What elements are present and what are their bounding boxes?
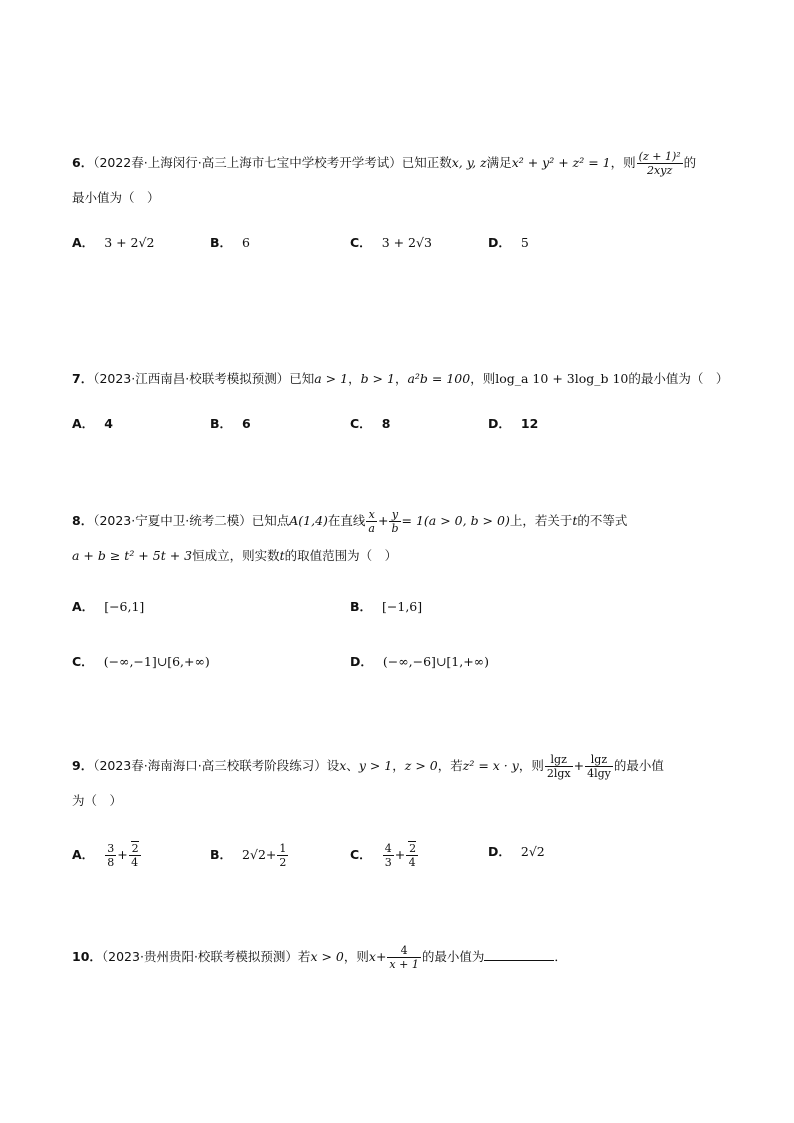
stem-text: 已知正数	[401, 155, 452, 170]
question-source: （2023·江西南昌·校联考模拟预测）	[93, 371, 290, 386]
stem-text: 设	[326, 758, 340, 773]
option-b[interactable]: B． 6	[210, 235, 250, 250]
question-8-stem: 8．（2023·宁夏中卫·统考二模）已知点A(1,4)在直线 $\frac{x}{a}$ + $\frac{y}{b}$ = 1(a > 0, b > 0)上，若关于t的不等式	[72, 508, 628, 535]
option-c[interactable]: C． 3 + 2√3	[350, 235, 432, 250]
stem-text: ，则	[610, 155, 636, 170]
math-condition: a²b = 100	[407, 371, 471, 386]
question-source: （2023春·海南海口·高三校联考阶段练习）	[93, 758, 327, 773]
math-condition: = 1(a > 0, b > 0)	[401, 513, 510, 528]
math-var: x	[339, 758, 347, 773]
stem-text: ，若	[437, 758, 463, 773]
math-condition: z² = x · y	[462, 758, 519, 773]
stem-text: 上，若关于	[509, 513, 573, 528]
option-c[interactable]: C． (−∞,−1]∪[6,+∞)	[72, 654, 210, 669]
math-var: t	[279, 548, 285, 563]
math-condition: x > 0	[310, 949, 344, 964]
question-9-stem-line2: 为（ ）	[72, 793, 123, 808]
question-number: 6．	[72, 155, 94, 170]
question-number: 8．	[72, 513, 94, 528]
math-condition: a > 1	[314, 371, 349, 386]
math-condition: b > 1	[360, 371, 395, 386]
question-number: 9．	[72, 758, 94, 773]
question-number: 7．	[72, 371, 94, 386]
stem-text: 已知	[289, 371, 315, 386]
math-fraction: $\frac{\text{(z + 1)²}}{\text{2xyz}}$	[638, 150, 681, 177]
stem-text: 的取值范围为（ ）	[284, 548, 398, 563]
question-9-stem: 9．（2023春·海南海口·高三校联考阶段练习）设x、y > 1，z > 0，若z² = x · y，则 $\frac{\lg z}{2\lg x}$ + $\frac{\lg z}{4\lg y}$ 的最小值	[72, 753, 664, 780]
question-source: （2023·宁夏中卫·统考二模）	[93, 513, 252, 528]
math-vars: x, y, z	[451, 155, 487, 170]
math-fraction: $\frac{\lg z}{2\lg x}$	[546, 753, 571, 780]
math-fraction: $\frac{4}{x + 1}$	[389, 944, 419, 971]
stem-text: 已知点	[251, 513, 290, 528]
math-var: t	[572, 513, 578, 528]
option-b[interactable]: B． [−1,6]	[350, 599, 423, 614]
option-a[interactable]: A． 4	[72, 416, 113, 431]
option-b[interactable]: B． 6	[210, 416, 251, 431]
option-c[interactable]: C． 8	[350, 416, 391, 431]
option-d[interactable]: D． 12	[488, 416, 539, 431]
question-6-stem-line2: 最小值为（ ）	[72, 190, 160, 205]
question-number: 10．	[72, 949, 102, 964]
question-source: （2022春·上海闵行·高三上海市七宝中学校考开学考试）	[93, 155, 402, 170]
option-a[interactable]: A． $\frac{3}{8}$ + $\frac{2}{4}$	[72, 842, 139, 869]
math-condition: y > 1	[358, 758, 393, 773]
stem-text: 满足	[486, 155, 512, 170]
math-condition: z > 0	[404, 758, 438, 773]
stem-text: ，则	[470, 371, 496, 386]
math-fraction: $\frac{x}{a}$	[368, 508, 375, 535]
question-6-stem	[72, 150, 696, 177]
option-d[interactable]: D． 2√2	[488, 844, 545, 859]
stem-text: 的	[683, 155, 697, 170]
question-10-stem: 10．（2023·贵州贵阳·校联考模拟预测）若x > 0，则x+ $\frac{4}{x + 1}$ 的最小值为 ．	[72, 944, 567, 971]
stem-text: 、	[346, 758, 359, 773]
answer-blank[interactable]	[484, 946, 554, 961]
math-inequality: a + b ≥ t² + 5t + 3	[72, 548, 193, 563]
math-fraction: $\frac{\lg z}{4\lg y}$	[587, 753, 611, 780]
stem-text: ，则	[518, 758, 544, 773]
option-a[interactable]: A． 3 + 2√2	[72, 235, 155, 250]
option-c[interactable]: C． $\frac{4}{3}$ + $\frac{2}{4}$	[350, 842, 417, 869]
stem-text: 的不等式	[577, 513, 628, 528]
option-b[interactable]: B． 2√2+ $\frac{1}{2}$	[210, 842, 287, 869]
math-point: A(1,4)	[289, 513, 328, 528]
math-fraction: $\frac{y}{b}$	[391, 508, 399, 535]
question-7-stem: 7．（2023·江西南昌·校联考模拟预测）已知a > 1，b > 1，a²b = 100，则log_a 10 + 3log_b 10的最小值为（ ）	[72, 371, 729, 386]
stem-text: 的最小值为	[421, 949, 485, 964]
stem-text: ，则	[343, 949, 369, 964]
stem-text: 的最小值为（ ）	[628, 371, 729, 386]
math-expression: log_a 10 + 3log_b 10	[495, 371, 629, 386]
stem-text: 恒成立，则实数	[192, 548, 280, 563]
option-d[interactable]: D． 5	[488, 235, 529, 250]
question-8-stem-line2	[72, 546, 397, 566]
option-a[interactable]: A． [−6,1]	[72, 599, 145, 614]
stem-text: 若	[297, 949, 311, 964]
question-source: （2023·贵州贵阳·校联考模拟预测）	[101, 949, 298, 964]
option-d[interactable]: D． (−∞,−6]∪[1,+∞)	[350, 654, 489, 669]
stem-text: 的最小值	[613, 758, 664, 773]
math-condition: x² + y² + z² = 1	[511, 155, 611, 170]
stem-text: 在直线	[327, 513, 366, 528]
